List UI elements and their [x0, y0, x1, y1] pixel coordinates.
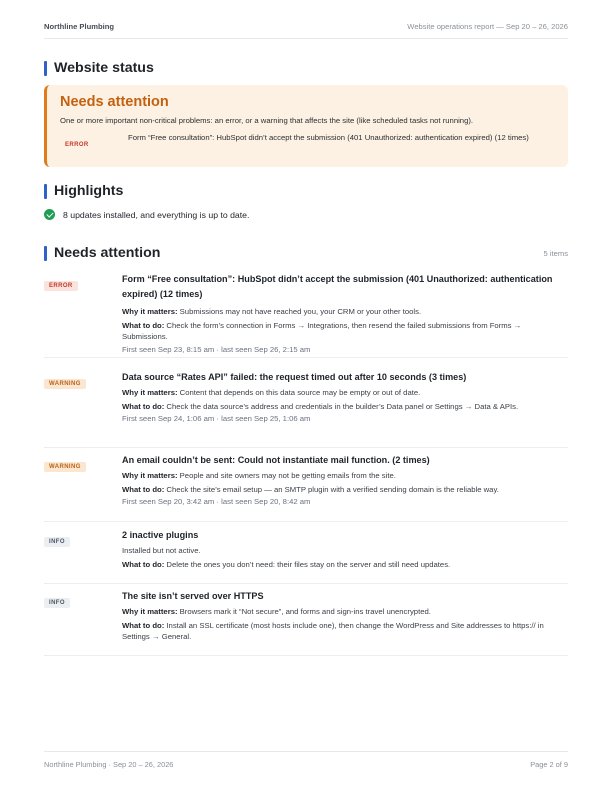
check-circle-icon	[44, 209, 55, 220]
issue-title: An email couldn’t be sent: Could not instantiate mail function. (2 times)	[122, 455, 430, 465]
issue-why	[122, 606, 568, 618]
needs-attention-heading	[44, 245, 160, 261]
issue-why	[122, 470, 568, 482]
issue-note: Installed but not active.	[122, 546, 201, 555]
warning-badge: WARNING	[44, 379, 86, 389]
footer-left: Northline Plumbing · Sep 20 – 26, 2026	[44, 760, 174, 769]
what-label: What to do:	[122, 559, 165, 569]
what-label: What to do:	[122, 320, 165, 330]
status-card	[44, 85, 568, 167]
what-label: What to do:	[122, 484, 165, 494]
issue-what	[122, 559, 568, 571]
status-issue-row	[60, 133, 568, 151]
issue-what	[122, 401, 568, 413]
report-title: Website operations report — Sep 20 – 26, 2026	[407, 22, 568, 31]
section-title: Website status	[54, 60, 154, 76]
page-footer	[44, 751, 568, 769]
issue-item	[44, 272, 568, 358]
status-issue-message: Form “Free consultation”: HubSpot didn’t accept the submission (401 Unauthorized: authentication expired) (12 times)	[128, 133, 529, 142]
issue-seen: First seen Sep 24, 1:06 am · last seen Sep 25, 1:06 am	[122, 414, 311, 423]
section-title: Needs attention	[54, 245, 161, 261]
heading-accent-bar	[44, 184, 47, 199]
issue-what	[122, 484, 568, 496]
why-label: Why it matters:	[122, 471, 178, 480]
what-text: Check the form’s connection in Forms → Integrations, then resend the failed submissions from Forms → Submissions.	[122, 320, 522, 341]
why-label: Why it matters:	[122, 388, 178, 397]
why-text: Submissions may not have reached you, your CRM or your other tools.	[179, 307, 422, 316]
highlight-item	[44, 209, 249, 220]
highlight-text: 8 updates installed, and everything is up to date.	[63, 209, 250, 220]
what-label: What to do:	[122, 620, 165, 630]
why-text: Content that depends on this data source may be empty or out of date.	[179, 388, 421, 397]
issue-title: The site isn’t served over HTTPS	[122, 591, 264, 601]
why-text: Browsers mark it “Not secure”, and forms and sign-ins travel unencrypted.	[179, 607, 431, 616]
error-badge: ERROR	[65, 142, 89, 148]
status-title: Needs attention	[60, 94, 169, 110]
section-title: Highlights	[54, 183, 124, 199]
issue-item	[44, 589, 568, 656]
issue-item	[44, 453, 568, 522]
info-badge: INFO	[44, 598, 70, 608]
heading-accent-bar	[44, 61, 47, 76]
issue-title: 2 inactive plugins	[122, 530, 199, 540]
status-description: One or more important non-critical problems: an error, or a warning that affects the site (like scheduled tasks not running).	[60, 116, 474, 125]
why-label: Why it matters:	[122, 307, 178, 316]
issue-what	[122, 320, 568, 343]
error-badge: ERROR	[44, 281, 78, 291]
issue-item	[44, 370, 568, 448]
what-text: Delete the ones you don’t need: their files stay on the server and still need updates.	[166, 559, 451, 569]
why-label: Why it matters:	[122, 607, 178, 616]
website-status-heading	[44, 60, 154, 76]
issue-seen: First seen Sep 23, 8:15 am · last seen Sep 26, 2:15 am	[122, 344, 311, 354]
page-number: Page 2 of 9	[530, 760, 568, 769]
heading-accent-bar	[44, 246, 47, 261]
info-badge: INFO	[44, 537, 70, 547]
issue-what	[122, 620, 568, 643]
what-text: Check the data source’s address and credentials in the builder’s Data panel or Settings → Data & APIs.	[166, 401, 519, 411]
issue-item	[44, 528, 568, 584]
highlights-heading	[44, 183, 123, 199]
what-text: Install an SSL certificate (most hosts include one), then change the WordPress and Site addresses to https:// in Settings → General.	[122, 620, 544, 641]
what-label: What to do:	[122, 401, 165, 411]
why-text: People and site owners may not be getting emails from the site.	[179, 471, 396, 480]
issue-seen: First seen Sep 20, 3:42 am · last seen Sep 20, 8:42 am	[122, 497, 311, 506]
issue-title: Form “Free consultation”: HubSpot didn’t accept the submission (401 Unauthorized: authentication expired) (12 times)	[122, 274, 553, 299]
warning-badge: WARNING	[44, 462, 86, 472]
issue-why	[122, 387, 568, 399]
issue-why	[122, 306, 568, 318]
what-text: Check the site’s email setup — an SMTP plugin with a verified sending domain is the reliable way.	[166, 484, 499, 494]
item-count: 5 items	[543, 249, 568, 258]
issue-title: Data source “Rates API” failed: the request timed out after 10 seconds (3 times)	[122, 372, 467, 382]
page-header	[44, 22, 568, 39]
company-name: Northline Plumbing	[44, 22, 115, 31]
